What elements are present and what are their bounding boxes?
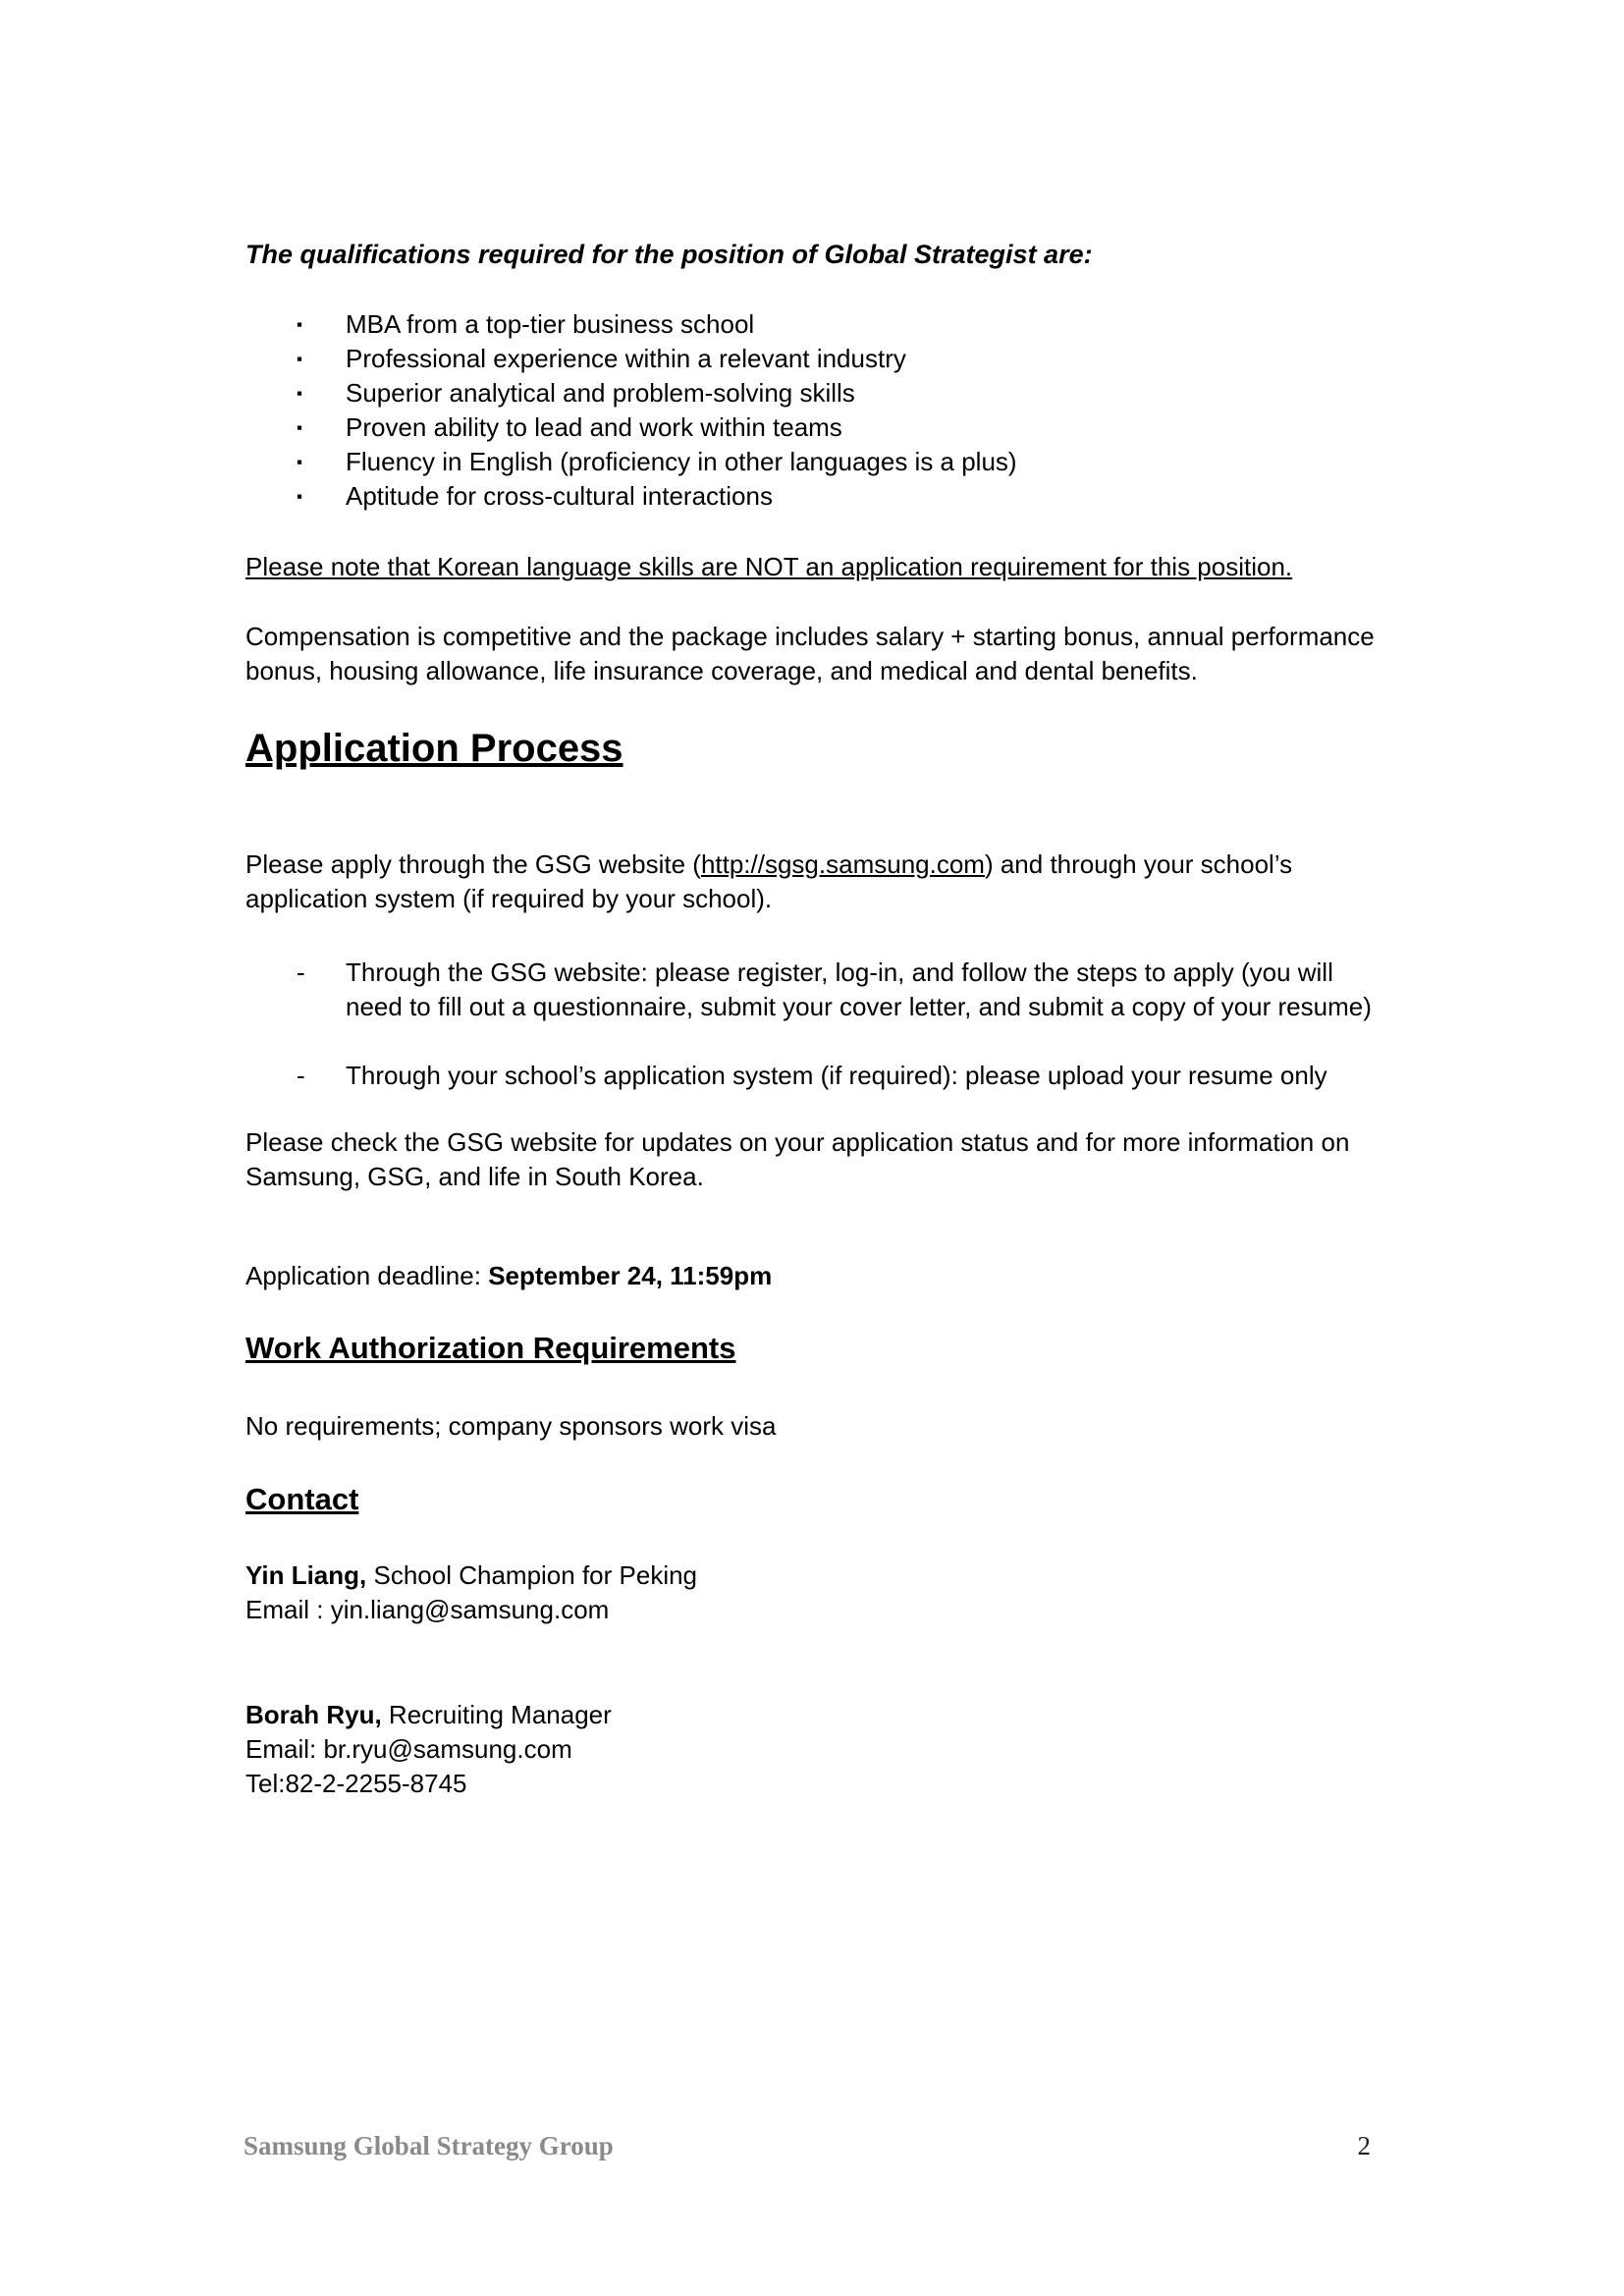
list-item-text: Professional experience within a relevant industry — [346, 344, 906, 373]
list-item-text: Superior analytical and problem-solving skills — [346, 378, 855, 408]
list-item — [245, 307, 1375, 342]
dash-icon: - — [297, 957, 305, 987]
work-authorization-text: No requirements; company sponsors work visa — [245, 1411, 777, 1441]
list-item-text: Through the GSG website: please register, log-in, and follow the steps to apply (you will need to fill out a questionnaire, submit your cover letter, and submit a copy of your resume) — [346, 957, 1372, 1021]
contact-email-line — [245, 1593, 1375, 1627]
contact-email-line — [245, 1732, 1375, 1767]
work-authorization-heading: Work Authorization Requirements — [245, 1331, 736, 1365]
list-item-text: Aptitude for cross-cultural interactions — [346, 481, 773, 511]
apply-text-before-link: Please apply through the GSG website ( — [245, 849, 701, 879]
list-item — [245, 342, 1375, 376]
bullet-icon: ▪ — [297, 418, 303, 437]
qualifications-list — [245, 307, 1375, 514]
deadline-label: Application deadline: — [245, 1261, 489, 1290]
list-item — [245, 956, 1375, 1024]
email-value: br.ryu@samsung.com — [323, 1734, 572, 1764]
contact-name: Yin Liang, — [245, 1560, 367, 1590]
bullet-icon: ▪ — [297, 384, 303, 403]
page-footer — [244, 2129, 1371, 2162]
list-item — [245, 1059, 1375, 1093]
page-number: 2 — [1357, 2131, 1371, 2160]
application-process-heading: Application Process — [245, 727, 623, 770]
bullet-icon: ▪ — [297, 453, 303, 471]
application-deadline — [245, 1259, 1375, 1293]
footer-company-name: Samsung Global Strategy Group — [244, 2131, 614, 2160]
korean-language-note: Please note that Korean language skills are NOT an application requirement for this position. — [245, 552, 1293, 581]
application-steps-list — [245, 956, 1375, 1093]
contact-role: School Champion for Peking — [366, 1560, 698, 1590]
document-content — [245, 238, 1375, 1801]
email-label: Email : — [245, 1595, 331, 1624]
list-item — [245, 376, 1375, 410]
list-item-text: Through your school’s application system (if required): please upload your resume only — [346, 1061, 1327, 1090]
contact-name-line — [245, 1698, 1375, 1732]
contact-role: Recruiting Manager — [381, 1700, 612, 1729]
list-item-text: MBA from a top-tier business school — [346, 309, 755, 339]
email-value: yin.liang@samsung.com — [330, 1595, 610, 1624]
contact-heading: Contact — [245, 1482, 359, 1516]
bullet-icon: ▪ — [297, 315, 303, 334]
list-item — [245, 445, 1375, 479]
list-item — [245, 479, 1375, 514]
status-check-paragraph: Please check the GSG website for updates on your application status and for more information on Samsung, GSG, and life in South Korea. — [245, 1127, 1350, 1191]
gsg-website-link[interactable]: http://sgsg.samsung.com — [700, 849, 985, 879]
apply-text-after-link: ) and through your school’s application system (if required by your school). — [245, 849, 1293, 913]
contact-tel-line: Tel:82-2-2255-8745 — [245, 1769, 467, 1798]
apply-instructions-paragraph — [245, 847, 1375, 916]
contact-name: Borah Ryu, — [245, 1700, 382, 1729]
dash-icon: - — [297, 1061, 305, 1090]
list-item-text: Proven ability to lead and work within teams — [346, 412, 842, 442]
contact-card — [245, 1558, 1375, 1627]
email-label: Email: — [245, 1734, 324, 1764]
list-item — [245, 410, 1375, 445]
list-item-text: Fluency in English (proficiency in other languages is a plus) — [346, 447, 1017, 476]
compensation-paragraph: Compensation is competitive and the package includes salary + starting bonus, annual performance bonus, housing allowance, life insurance coverage, and medical and dental benefits. — [245, 622, 1375, 685]
contact-name-line — [245, 1558, 1375, 1593]
deadline-value: September 24, 11:59pm — [488, 1261, 773, 1290]
bullet-icon: ▪ — [297, 350, 303, 368]
contact-card — [245, 1698, 1375, 1801]
qualifications-title: The qualifications required for the position of Global Strategist are: — [245, 240, 1093, 269]
bullet-icon: ▪ — [297, 487, 303, 506]
